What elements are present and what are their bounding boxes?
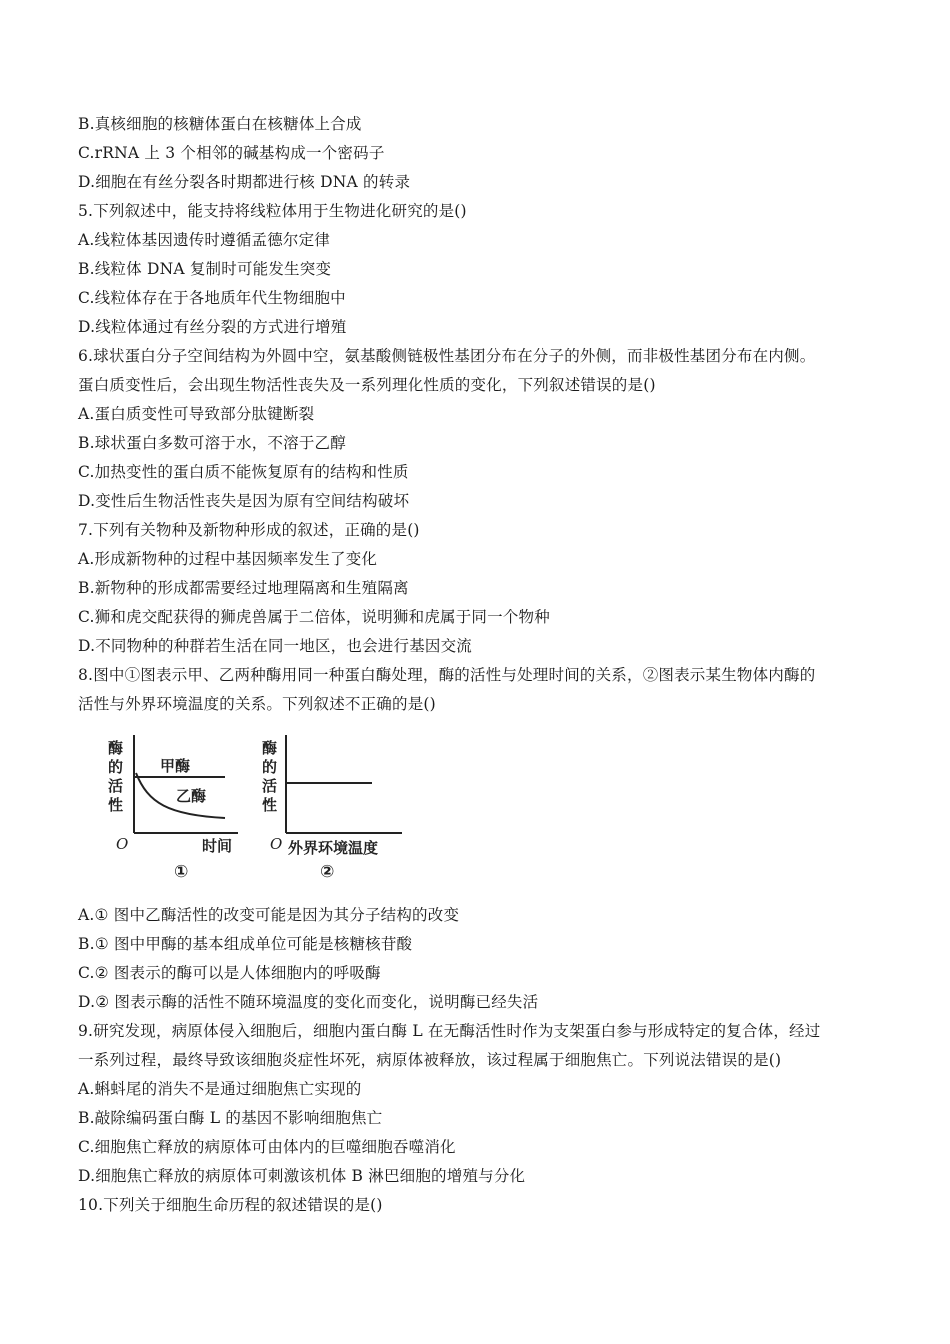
- document-page: [78, 110, 878, 1220]
- question-5-option-b: B.线粒体 DNA 复制时可能发生突变: [78, 260, 332, 278]
- graph-1-label-yi: 乙酶: [176, 787, 207, 805]
- graph-1-origin: O: [116, 835, 129, 853]
- graph-2: [262, 735, 402, 882]
- question-5-option-c: C.线粒体存在于各地质年代生物细胞中: [78, 289, 346, 307]
- question-9-line-1: 9.研究发现，病原体侵入细胞后，细胞内蛋白酶 L 在无酶活性时作为支架蛋白参与形成特定的复合体，经过: [78, 1022, 821, 1040]
- graph-1-y-label-3: 活: [108, 777, 124, 795]
- question-9-option-d: D.细胞焦亡释放的病原体可刺激该机体 B 淋巴细胞的增殖与分化: [78, 1167, 526, 1185]
- question-8-line-2: 活性与外界环境温度的关系。下列叙述不正确的是(): [78, 695, 436, 713]
- question-9-option-b: B.敲除编码蛋白酶 L 的基因不影响细胞焦亡: [78, 1109, 383, 1127]
- graph-1-label-jia: 甲酶: [160, 757, 191, 775]
- graph-2-number: ②: [320, 862, 335, 882]
- question-6-line-2: 蛋白质变性后，会出现生物活性丧失及一系列理化性质的变化，下列叙述错误的是(): [78, 376, 656, 394]
- option-5b-prev: B.真核细胞的核糖体蛋白在核糖体上合成: [78, 115, 362, 133]
- question-9-option-a: A.蝌蚪尾的消失不是通过细胞焦亡实现的: [78, 1080, 362, 1098]
- graph-2-y-label-4: 性: [262, 796, 278, 814]
- question-5-option-a: A.线粒体基因遗传时遵循孟德尔定律: [78, 231, 331, 249]
- graph-1-number: ①: [174, 862, 189, 882]
- question-8-option-b: B.① 图中甲酶的基本组成单位可能是核糖核苷酸: [78, 935, 413, 953]
- graph-2-y-label-1: 酶: [262, 739, 278, 757]
- question-7-option-b: B.新物种的形成都需要经过地理隔离和生殖隔离: [78, 579, 409, 597]
- question-8-option-d: D.② 图表示酶的活性不随环境温度的变化而变化，说明酶已经失活: [78, 993, 539, 1011]
- figure-svg: [90, 725, 430, 897]
- question-7-option-a: A.形成新物种的过程中基因频率发生了变化: [78, 550, 378, 568]
- graph-1-x-label: 时间: [202, 837, 233, 855]
- question-6-option-b: B.球状蛋白多数可溶于水，不溶于乙醇: [78, 434, 346, 452]
- graph-2-y-label-3: 活: [262, 777, 278, 795]
- graph-2-origin: O: [270, 835, 283, 853]
- text-block-before-figure: [78, 110, 878, 719]
- graph-1: [108, 735, 238, 882]
- question-5: 5.下列叙述中，能支持将线粒体用于生物进化研究的是(): [78, 202, 467, 220]
- graph-1-y-label-2: 的: [108, 758, 124, 776]
- question-9-line-2: 一系列过程，最终导致该细胞炎症性坏死，病原体被释放，该过程属于细胞焦亡。下列说法错误的是(): [78, 1051, 782, 1069]
- question-8-option-a: A.① 图中乙酶活性的改变可能是因为其分子结构的改变: [78, 906, 460, 924]
- question-6-option-d: D.变性后生物活性丧失是因为原有空间结构破坏: [78, 492, 410, 510]
- graph-1-y-label-1: 酶: [108, 739, 124, 757]
- question-6-option-c: C.加热变性的蛋白质不能恢复原有的结构和性质: [78, 463, 409, 481]
- question-8-option-c: C.② 图表示的酶可以是人体细胞内的呼吸酶: [78, 964, 381, 982]
- question-7: 7.下列有关物种及新物种形成的叙述，正确的是(): [78, 521, 420, 539]
- question-6-option-a: A.蛋白质变性可导致部分肽键断裂: [78, 405, 315, 423]
- question-9-option-c: C.细胞焦亡释放的病原体可由体内的巨噬细胞吞噬消化: [78, 1138, 456, 1156]
- option-d-prev: D.细胞在有丝分裂各时期都进行核 DNA 的转录: [78, 173, 411, 191]
- enzyme-activity-figure: [78, 725, 878, 897]
- graph-1-y-label-4: 性: [108, 796, 124, 814]
- question-6-line-1: 6.球状蛋白分子空间结构为外圆中空，氨基酸侧链极性基团分布在分子的外侧，而非极性基团分布在内侧。: [78, 347, 816, 365]
- question-10: 10.下列关于细胞生命历程的叙述错误的是(): [78, 1196, 383, 1214]
- question-7-option-c: C.狮和虎交配获得的狮虎兽属于二倍体，说明狮和虎属于同一个物种: [78, 608, 550, 626]
- question-5-option-d: D.线粒体通过有丝分裂的方式进行增殖: [78, 318, 347, 336]
- graph-2-x-label: 外界环境温度: [288, 839, 379, 857]
- graph-2-y-label-2: 的: [262, 758, 278, 776]
- question-8-line-1: 8.图中①图表示甲、乙两种酶用同一种蛋白酶处理，酶的活性与处理时间的关系，②图表示某生物体内酶的: [78, 666, 816, 684]
- question-7-option-d: D.不同物种的种群若生活在同一地区，也会进行基因交流: [78, 637, 473, 655]
- text-block-after-figure: [78, 901, 878, 1220]
- option-c-prev: C.rRNA 上 3 个相邻的碱基构成一个密码子: [78, 144, 385, 162]
